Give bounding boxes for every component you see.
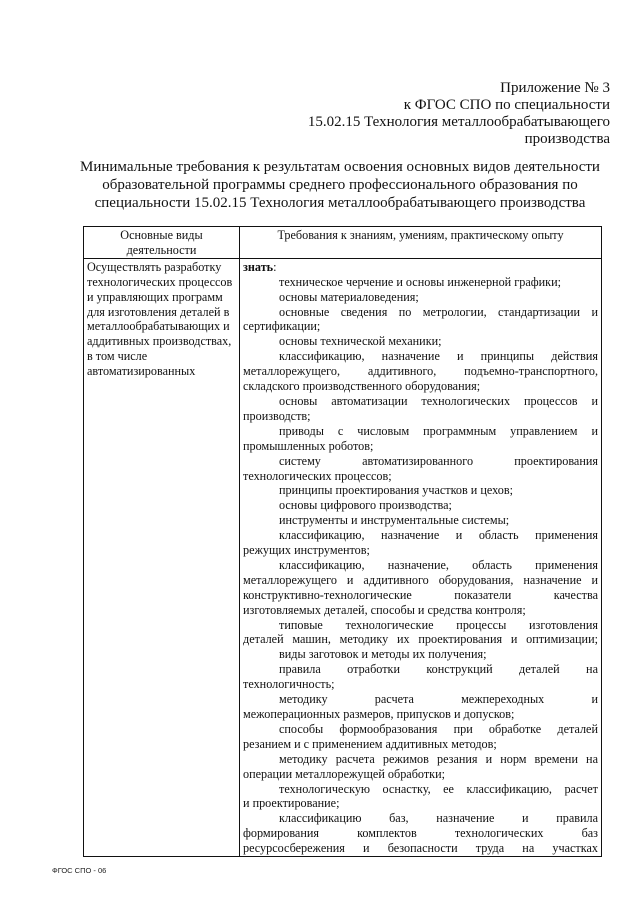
requirement-line: деталей машин, методику их проектирования и оптимизации; [243,632,598,647]
requirement-line: основы автоматизации технологических процессов и [279,393,598,408]
requirement-line: основы цифрового производства; [279,498,452,513]
requirement-line: технологических процессов; [243,468,392,483]
requirement-line: ресурсосбережения и безопасности труда на участках [243,841,598,856]
requirement-line: типовые технологические процессы изготовления [279,617,598,632]
requirement-line: методику расчета межпереходных и [279,692,598,707]
requirement-line: технологическую оснастку, ее классификацию, расчет [279,781,598,796]
requirement-line: виды заготовок и методы их получения; [279,647,487,662]
table-header-row [84,227,602,259]
requirement-line: классификацию, назначение и область применения [279,528,598,543]
requirement-line: классификацию, назначение и принципы действия [279,349,598,364]
requirement-line: техническое черчение и основы инженерной графики; [279,274,561,289]
requirement-line: изготовляемых деталей, способы и средства контроля; [243,602,526,617]
requirement-line: технологичность; [243,677,335,692]
requirement-line: конструктивно-технологические показатели качества [243,587,598,602]
appendix-specialty: 15.02.15 Технология металлообрабатывающего [307,114,610,130]
requirement-line: классификацию баз, назначение и правила [279,811,598,826]
requirement-line: промышленных роботов; [243,438,374,453]
requirement-line: и проектирование; [243,796,340,811]
activity-line: Осуществлять разработку [87,259,222,274]
header-requirements-label: Требования к знаниям, умениям, практическому опыту [277,228,564,242]
header-activities-line: деятельности [126,242,197,257]
know-colon: : [273,259,277,274]
table-row [84,258,602,856]
requirement-line: правила отработки конструкций деталей на [279,662,598,677]
requirement-line: операции металлорежущей обработки; [243,766,445,781]
know-label: знать [243,259,274,274]
appendix-title: Приложение № 3 [500,80,610,96]
activity-line: и управляющих программ [87,289,223,304]
header-activities-line: Основные виды [120,228,203,242]
requirement-line: металлорежущего, аддитивного, подъемно-транспортного, [243,364,598,379]
appendix-reference: к ФГОС СПО по специальности [403,97,610,113]
requirements-table [83,226,602,857]
requirement-line: основы материаловедения; [279,289,419,304]
requirement-line: методику расчета режимов резания и норм времени на [279,751,598,766]
requirements-cell [240,258,602,856]
document-heading [70,158,610,212]
requirement-line: металлорежущего и аддитивного оборудования, назначение и [243,572,598,587]
requirement-line: производств; [243,408,311,423]
activity-line: аддитивных производствах, [87,334,232,349]
activity-line: технологических процессов [87,274,233,289]
activity-line: металлообрабатывающих и [87,319,230,334]
requirement-line: режущих инструментов; [243,543,370,558]
activity-line: в том числе [87,349,148,364]
requirement-line: способы формообразования при обработке деталей [279,721,598,736]
requirement-line: сертификации; [243,319,321,334]
heading-line-2: образовательной программы среднего профессионального образования по [102,177,578,193]
requirement-line: основы технической механики; [279,334,442,349]
header-activities [84,227,240,259]
activity-cell [84,258,240,856]
requirement-line: принципы проектирования участков и цехов; [279,483,513,498]
requirement-line: систему автоматизированного проектирования [279,453,598,468]
requirement-line: инструменты и инструментальные системы; [279,513,510,528]
footer-stamp: ФГОС СПО - 06 [52,866,107,875]
header-requirements [240,227,602,259]
requirement-line: складского производственного оборудования; [243,379,481,394]
activity-line: автоматизированных [87,364,196,379]
know-heading [243,260,598,275]
heading-line-3: специальности 15.02.15 Технология металлообрабатывающего производства [94,195,586,211]
appendix-block [250,80,610,148]
requirement-line: приводы с числовым программным управлением и [279,423,598,438]
requirement-line: формирования комплектов технологических баз [243,826,598,841]
requirement-line: классификацию, назначение, область применения [279,557,598,572]
activity-line: для изготовления деталей в [87,304,230,319]
appendix-specialty-cont: производства [524,131,610,147]
requirement-line: резанием и с применением аддитивных методов; [243,736,497,751]
requirement-line: межоперационных размеров, припусков и допусков; [243,707,515,721]
requirement-line: основные сведения по метрологии, стандартизации и [279,304,598,319]
heading-line-1: Минимальные требования к результатам освоения основных видов деятельности [80,159,600,175]
